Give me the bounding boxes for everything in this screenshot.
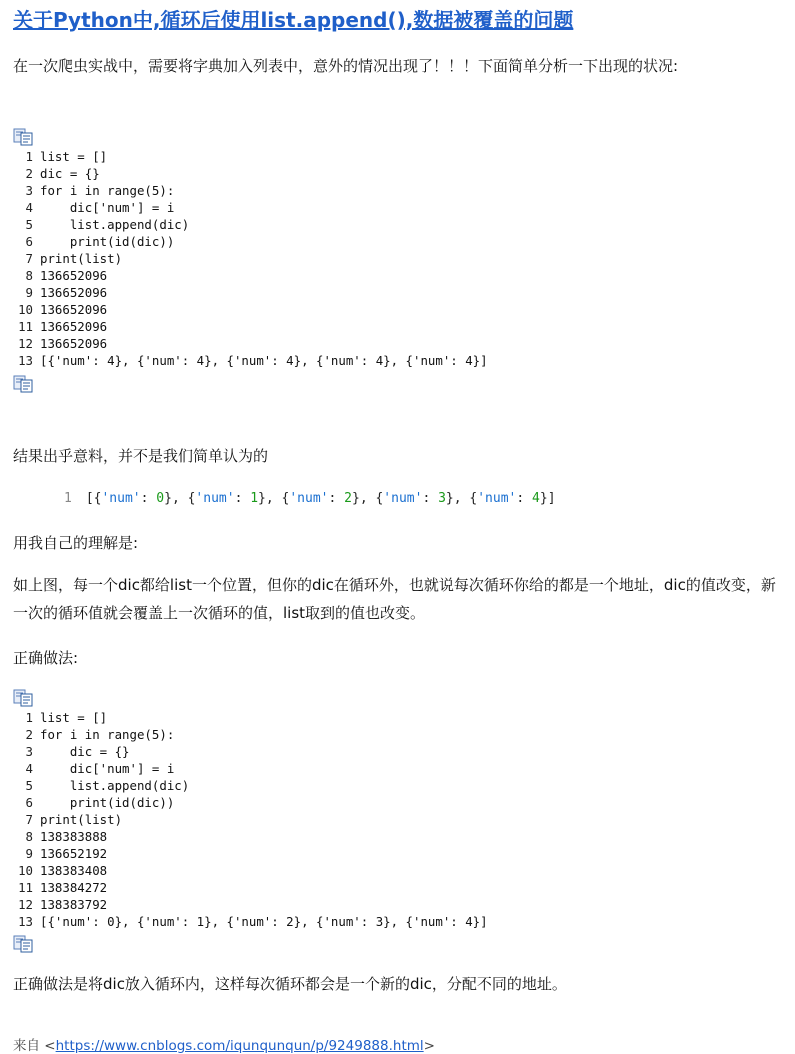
code-text: 138383888 — [40, 829, 108, 844]
colon: : — [234, 491, 251, 506]
code-line — [13, 862, 488, 879]
line-number: 1 — [64, 491, 72, 506]
line-number: 3 — [25, 183, 33, 198]
understanding-label: 用我自己的理解是: — [13, 534, 139, 552]
line-number: 12 — [18, 897, 33, 912]
correct-heading: 正确做法: — [13, 649, 79, 667]
line-number: 5 — [25, 217, 33, 232]
code-text: print(list) — [40, 812, 123, 827]
dict-value: 1 — [250, 491, 259, 506]
brace: } — [351, 491, 360, 506]
line-number: 6 — [25, 234, 33, 249]
dict-value: 2 — [344, 491, 352, 506]
expected-output-code — [64, 489, 556, 509]
code-text: 138383792 — [40, 897, 108, 912]
copy-code-icon[interactable] — [13, 375, 35, 393]
line-number: 11 — [18, 319, 33, 334]
brace: } — [445, 491, 454, 506]
code-text: 138383408 — [40, 863, 108, 878]
code-line — [13, 267, 488, 284]
code-block-correct — [13, 709, 488, 930]
code-line — [13, 913, 488, 930]
code-text: 136652192 — [40, 846, 108, 861]
line-number: 10 — [18, 302, 33, 317]
code-line — [13, 284, 488, 301]
line-number: 10 — [18, 863, 33, 878]
code-line — [13, 845, 488, 862]
code-line — [13, 879, 488, 896]
comma: , — [265, 491, 282, 506]
copy-code-icon[interactable] — [13, 128, 35, 146]
comma: , — [171, 491, 188, 506]
code-line — [13, 301, 488, 318]
line-number: 9 — [25, 285, 33, 300]
code-text: 136652096 — [40, 319, 108, 334]
bracket: ] — [547, 491, 556, 506]
conclusion-paragraph: 正确做法是将dic放入循环内，这样每次循环都会是一个新的dic，分配不同的地址。 — [13, 975, 567, 993]
code-text: 138384272 — [40, 880, 108, 895]
dict-key: 'num' — [289, 491, 329, 506]
dict-key: 'num' — [101, 491, 141, 506]
code-line — [13, 760, 488, 777]
code-line — [13, 743, 488, 760]
comma: , — [359, 491, 376, 506]
code-text: dic = {} — [40, 744, 130, 759]
line-number: 5 — [25, 778, 33, 793]
dict-key: 'num' — [477, 491, 517, 506]
brace: } — [539, 491, 548, 506]
line-number: 4 — [25, 200, 33, 215]
line-number: 2 — [25, 727, 33, 742]
intro-paragraph: 在一次爬虫实战中，需要将字典加入列表中，意外的情况出现了！！！下面简单分析一下出现的状况: — [13, 57, 679, 75]
dict-value: 4 — [532, 491, 540, 506]
code-line — [13, 777, 488, 794]
code-line — [13, 828, 488, 845]
code-line — [13, 165, 488, 182]
line-number: 7 — [25, 251, 33, 266]
brace: { — [375, 491, 384, 506]
code-line — [13, 335, 488, 352]
code-text: 136652096 — [40, 268, 108, 283]
dict-value: 0 — [156, 491, 165, 506]
source-line — [13, 1034, 435, 1054]
line-number: 9 — [25, 846, 33, 861]
line-number: 12 — [18, 336, 33, 351]
brace: { — [281, 491, 290, 506]
line-number: 11 — [18, 880, 33, 895]
copy-code-icon[interactable] — [13, 689, 35, 707]
line-number: 1 — [25, 710, 33, 725]
brace: { — [93, 491, 102, 506]
line-number: 2 — [25, 166, 33, 181]
code-line — [13, 318, 488, 335]
code-text: dic['num'] = i — [40, 200, 175, 215]
colon: : — [516, 491, 533, 506]
line-number: 13 — [18, 914, 33, 929]
code-text: dic['num'] = i — [40, 761, 175, 776]
brace: { — [469, 491, 478, 506]
line-number: 1 — [25, 149, 33, 164]
colon: : — [422, 491, 439, 506]
code-line — [13, 709, 488, 726]
source-prefix: 来自 < — [13, 1038, 56, 1054]
source-suffix: > — [423, 1038, 435, 1054]
code-text: [{'num': 4}, {'num': 4}, {'num': 4}, {'num': 4}, {'num': 4}] — [40, 353, 488, 368]
line-number: 13 — [18, 353, 33, 368]
code-text: list.append(dic) — [40, 778, 190, 793]
code-text: list = [] — [40, 149, 108, 164]
line-number: 8 — [25, 829, 33, 844]
code-text: list = [] — [40, 710, 108, 725]
dict-key: 'num' — [383, 491, 423, 506]
source-link[interactable]: https://www.cnblogs.com/iqunqunqun/p/9249888.html — [55, 1038, 424, 1054]
line-number: 4 — [25, 761, 33, 776]
copy-code-icon[interactable] — [13, 935, 35, 953]
code-line — [13, 794, 488, 811]
code-text: print(id(dic)) — [40, 795, 175, 810]
colon: : — [140, 491, 157, 506]
colon: : — [328, 491, 345, 506]
code-line — [13, 811, 488, 828]
code-line — [13, 182, 488, 199]
dict-key: 'num' — [195, 491, 235, 506]
code-text: 136652096 — [40, 302, 108, 317]
code-text: [{'num': 0}, {'num': 1}, {'num': 2}, {'num': 3}, {'num': 4}] — [40, 914, 488, 929]
page-title[interactable]: 关于Python中,循环后使用list.append(),数据被覆盖的问题 — [13, 8, 574, 32]
brace: } — [258, 491, 266, 506]
code-text: for i in range(5): — [40, 183, 175, 198]
code-line — [13, 199, 488, 216]
line-number: 3 — [25, 744, 33, 759]
code-line — [13, 352, 488, 369]
dict-value: 3 — [438, 491, 446, 506]
result-text: 结果出乎意料，并不是我们简单认为的 — [13, 447, 269, 465]
code-text: print(id(dic)) — [40, 234, 175, 249]
code-text: 136652096 — [40, 336, 108, 351]
explanation-paragraph: 如上图，每一个dic都给list一个位置，但你的dic在循环外，也就说每次循环你给的都是一个地址，dic的值改变，新一次的循环值就会覆盖上一次循环的值，list取到的值也改变。 — [13, 576, 776, 622]
line-number: 8 — [25, 268, 33, 283]
brace: { — [187, 491, 196, 506]
code-line — [13, 216, 488, 233]
brace: } — [164, 491, 172, 506]
code-line — [13, 250, 488, 267]
line-number: 7 — [25, 812, 33, 827]
comma: , — [453, 491, 470, 506]
code-text: print(list) — [40, 251, 123, 266]
code-text: dic = {} — [40, 166, 100, 181]
code-text: for i in range(5): — [40, 727, 175, 742]
code-text: 136652096 — [40, 285, 108, 300]
code-line — [13, 726, 488, 743]
code-block-wrong — [13, 148, 488, 369]
code-line — [13, 148, 488, 165]
code-text: list.append(dic) — [40, 217, 190, 232]
code-line — [13, 896, 488, 913]
line-number: 6 — [25, 795, 33, 810]
code-line — [13, 233, 488, 250]
bracket: [ — [85, 491, 94, 506]
